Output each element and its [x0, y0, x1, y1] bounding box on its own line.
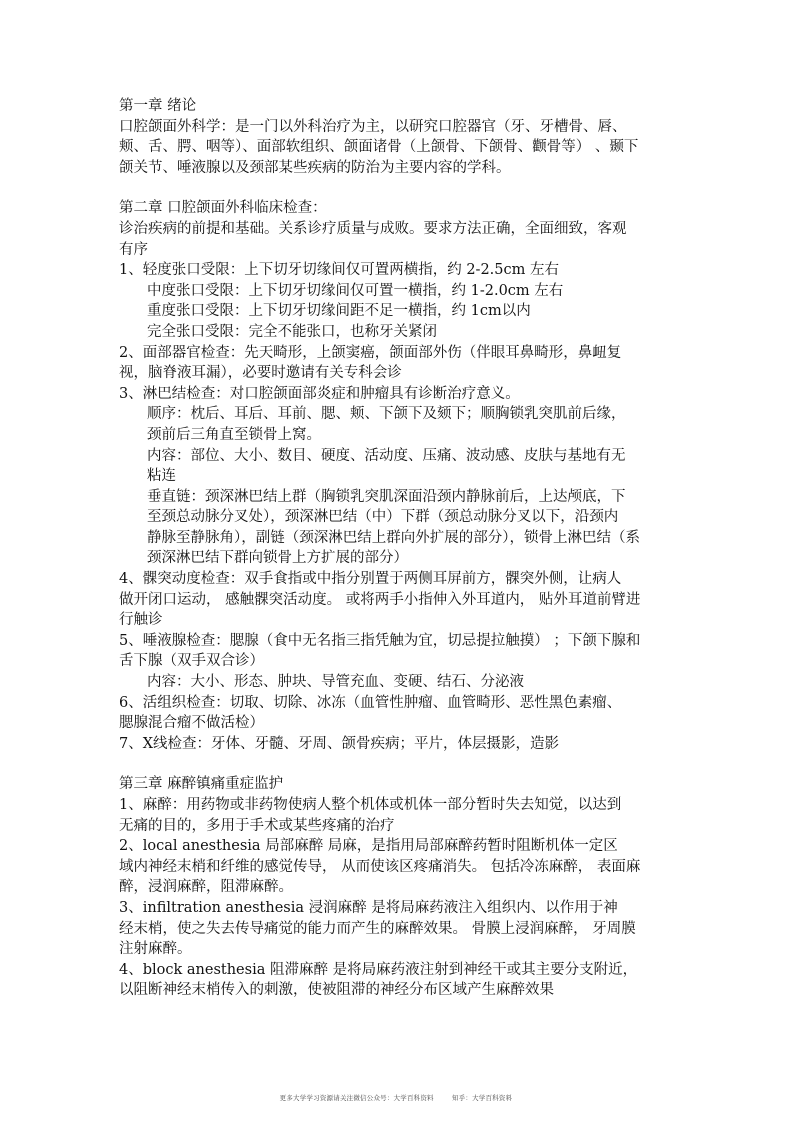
list-item: 1、麻醉：用药物或非药物使病人整个机体或机体一部分暂时失去知觉，以达到: [119, 797, 622, 813]
list-subitem: 内容：部位、大小、数目、硬度、活动度、压痛、波动感、皮肤与基地有无: [147, 447, 626, 464]
text-line: 域内神经末梢和纤维的感觉传导， 从而使该区疼痛消失。 包括冷冻麻醉， 表面麻: [119, 858, 641, 875]
list-subitem: 顺序：枕后、耳后、耳前、腮、颊、下颌下及颏下；顺胸锁乳突肌前后缘，: [147, 406, 626, 423]
section-gap: [119, 178, 679, 198]
chapter-1-title: 第一章 绪论: [119, 98, 197, 114]
text-line: 做开闭口运动， 感触髁突活动度。 或将两手小指伸入外耳道内， 贴外耳道前臂进: [119, 591, 641, 608]
list-subitem: 垂直链：颈深淋巴结上群（胸锁乳突肌深面沿颈内静脉前后，上达颅底，下: [147, 488, 626, 505]
text-line: 口腔颌面外科学：是一门以外科治疗为主，以研究口腔器官（牙、牙槽骨、唇、: [119, 118, 627, 135]
list-item: 7、X线检查：牙体、牙髓、牙周、颌骨疾病；平片，体层摄影，造影: [119, 735, 560, 752]
list-subitem: 内容：大小、形态、肿块、导管充血、变硬、结石、分泌液: [147, 674, 524, 691]
section-gap: [119, 754, 679, 774]
list-item: 6、活组织检查：切取、切除、冰冻（血管性肿瘤、血管畸形、恶性黑色素瘤、: [119, 694, 622, 711]
list-subitem: 中度张口受限：上下切牙切缘间仅可置一横指，约 1-2.0cm 左右: [147, 282, 564, 299]
list-item: 3、infiltration anesthesia 浸润麻醉 是将局麻药液注入组织内、以作用于神: [119, 899, 618, 916]
list-subitem: 粘连: [147, 468, 176, 485]
text-line: 诊治疾病的前提和基础。关系诊疗质量与成败。要求方法正确，全面细致，客观: [119, 220, 627, 237]
text-line: 腮腺混合瘤不做活检）: [119, 715, 264, 732]
text-line: 经末梢，使之失去传导痛觉的能力而产生的麻醉效果。 骨膜上浸润麻醉， 牙周膜: [119, 920, 636, 937]
list-item: 5、唾液腺检查：腮腺（食中无名指三指凭触为宜，切忌提拉触摸） ；下颌下腺和: [119, 632, 641, 649]
text-line: 视，脑脊液耳漏），必要时邀请有关专科会诊: [119, 365, 402, 382]
text-line: 行触诊: [119, 612, 163, 629]
footer-note-wechat: 更多大学学习资源请关注微信公众号：大学百科资料: [279, 1094, 434, 1102]
list-item: 2、面部器官检查：先天畸形，上颌窦癌，颌面部外伤（伴眼耳鼻畸形，鼻衄复: [119, 344, 622, 361]
text-line: 有序: [119, 241, 148, 258]
text-line: 颊、舌、腭、咽等）、面部软组织、颌面诸骨（上颌骨、下颌骨、颧骨等） 、颞下: [119, 139, 639, 156]
list-item: 4、髁突动度检查：双手食指或中指分别置于两侧耳屏前方，髁突外侧，让病人: [119, 571, 622, 588]
list-subitem: 颈前后三角直至锁骨上窝。: [147, 426, 321, 443]
chapter-2-title: 第二章 口腔颌面外科临床检查：: [119, 200, 327, 217]
list-item: 4、block anesthesia 阻滞麻醉 是将局麻药液注射到神经干或其主要分支附近，: [119, 961, 638, 978]
text-line: 注射麻醉。: [119, 941, 192, 958]
chapter-3-title: 第三章 麻醉镇痛重症监护: [119, 776, 284, 793]
text-line: 以阻断神经末梢传入的刺激，使被阻滞的神经分布区域产生麻醉效果: [119, 982, 554, 999]
list-item: 3、淋巴结检查：对口腔颌面部炎症和肿瘤具有诊断治疗意义。: [119, 385, 520, 402]
list-item: 2、local anesthesia 局部麻醉 局麻，是指用局部麻醉药暂时阻断机体一定区: [119, 838, 618, 855]
list-subitem: 静脉至静脉角），副链（颈深淋巴结上群向外扩展的部分），锁骨上淋巴结（系: [147, 529, 640, 546]
page-footer: [0, 1093, 792, 1102]
list-subitem: 至颈总动脉分叉处），颈深淋巴结（中）下群（颈总动脉分叉以下，沿颈内: [147, 509, 619, 526]
text-line: 无痛的目的，多用于手术或某些疼痛的治疗: [119, 817, 395, 834]
text-line: 醉，浸润麻醉，阻滞麻醉。: [119, 879, 293, 896]
list-subitem: 完全张口受限：完全不能张口，也称牙关紧闭: [147, 323, 437, 340]
text-line: 舌下腺（双手双合诊）: [119, 653, 264, 670]
text-line: 颌关节、唾液腺以及颈部某些疾病的防治为主要内容的学科。: [119, 159, 511, 176]
list-subitem: 重度张口受限：上下切牙切缘间距不足一横指，约 1cm以内: [147, 303, 531, 320]
list-subitem: 颈深淋巴结下群向锁骨上方扩展的部分）: [147, 550, 408, 567]
list-item: 1、轻度张口受限：上下切牙切缘间仅可置两横指，约 2-2.5cm 左右: [119, 262, 559, 279]
document-body: [119, 96, 679, 1001]
footer-note-zhihu: 知乎：大学百科资料: [452, 1094, 513, 1102]
